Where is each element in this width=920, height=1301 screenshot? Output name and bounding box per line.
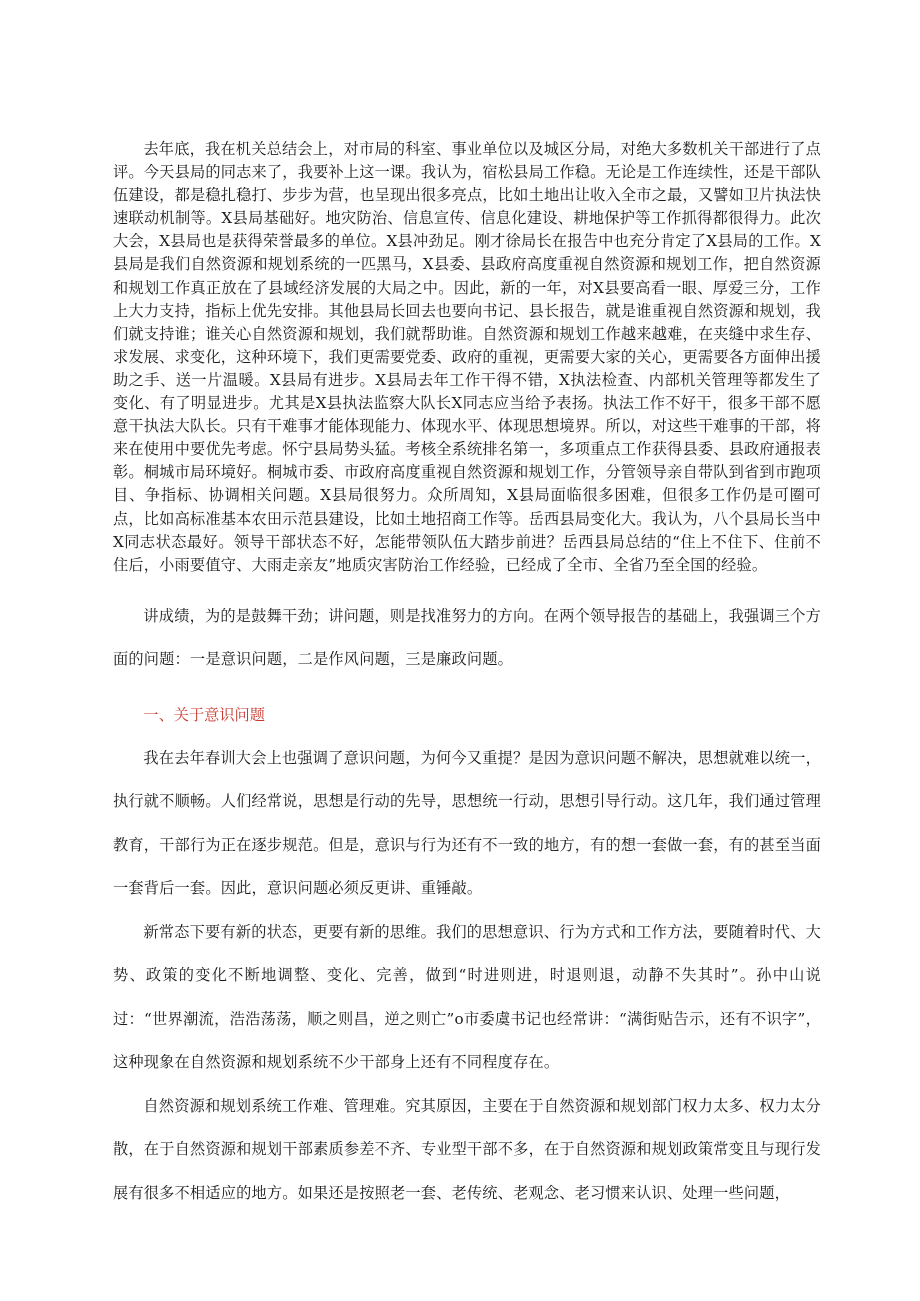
document-page [113,138,821,1215]
paragraph-awareness-1: 我在去年春训大会上也强调了意识问题，为何今又重提？是因为意识问题不解决，思想就难以统一，执行就不顺畅。人们经常说，思想是行动的先导，思想统一行动，思想引导行动。这几年，我们通过管理教育，干部行为正在逐步规范。但是，意识与行为还有不一致的地方，有的想一套做一套，有的甚至当面一套背后一套。因此，意识问题必须反更讲、重锤敲。 [113,748,821,898]
paragraph-county-review: 去年底，我在机关总结会上，对市局的科室、事业单位以及城区分局，对绝大多数机关干部进行了点评。今天县局的同志来了，我要补上这一课。我认为，宿松县局工作稳。无论是工作连续性，还是干部队伍建设，都是稳扎稳打、步步为营，也呈现出很多亮点，比如土地出让收入全市之最，又譬如卫片执法快速联动机制等。X县局基础好。地灾防治、信息宣传、信息化建设、耕地保护等工作抓得都很得力。此次大会，X县局也是获得荣誉最多的单位。X县冲劲足。刚才徐局长在报告中也充分肯定了X县局的工作。X县局是我们自然资源和规划系统的一匹黑马，X县委、县政府高度重视自然资源和规划工作，把自然资源和规划工作真正放在了县域经济发展的大局之中。因此，新的一年，对X县要高看一眼、厚爱三分，工作上大力支持，指标上优先安排。其他县局长回去也要向书记、县长报告，就是谁重视自然资源和规划，我们就支持谁；谁关心自然资源和规划，我们就帮助谁。自然资源和规划工作越来越难，在夹缝中求生存、求发展、求变化，这种环境下，我们更需要党委、政府的重视，更需要大家的关心，更需要各方面伸出援助之手、送一片温暖。X县局有进步。X县局去年工作干得不错，X执法检查、内部机关管理等都发生了变化、有了明显进步。尤其是X县执法监察大队长X同志应当给予表扬。执法工作不好干，很多干部不愿意干执法大队长。只有干难事才能体现能力、体现水平、体现思想境界。所以，对这些干难事的干部，将来在使用中要优先考虑。怀宁县局势头猛。考核全系统排名第一，多项重点工作获得县委、县政府通报表彰。桐城市局环境好。桐城市委、市政府高度重视自然资源和规划工作，分管领导亲自带队到省到市跑项目、争指标、协调相关问题。X县局很努力。众所周知，X县局面临很多困难，但很多工作仍是可圈可点，比如高标准基本农田示范县建设，比如土地招商工作等。岳西县局变化大。我认为，八个县局长当中X同志状态最好。领导干部状态不好，怎能带领队伍大踏步前进？岳西县局总结的“住上不住下、住前不住后，小雨要值守、大雨走亲友”地质灾害防治工作经验，已经成了全市、全省乃至全国的经验。 [113,140,821,574]
paragraph-awareness-3: 自然资源和规划系统工作难、管理难。究其原因，主要在于自然资源和规划部门权力太多、权力太分散，在于自然资源和规划干部素质参差不齐、专业型干部不多，在于自然资源和规划政策常变且与现行发展有很多不相适应的地方。如果还是按照老一套、老传统、老观念、老习惯来认识、处理一些问题， [113,1096,821,1202]
paragraph-awareness-2: 新常态下要有新的状态，更要有新的思维。我们的思想意识、行为方式和工作方法，要随着时代、大势、政策的变化不断地调整、变化、完善，做到“时进则进，时退则退，动静不失其时”。孙中山说过：“世界潮流，浩浩荡荡，顺之则昌，逆之则亡”o市委虞书记也经常讲：“满街贴告示，还有不识字”，这种现象在自然资源和规划系统不少干部身上还有不同程度存在。 [113,922,821,1072]
paragraph-intro-issues: 讲成绩，为的是鼓舞干劲；讲问题，则是找准努力的方向。在两个领导报告的基础上，我强调三个方面的问题：一是意识问题，二是作风问题，三是廉政问题。 [113,606,821,669]
section-heading-awareness: 一、关于意识问题 [143,705,265,724]
